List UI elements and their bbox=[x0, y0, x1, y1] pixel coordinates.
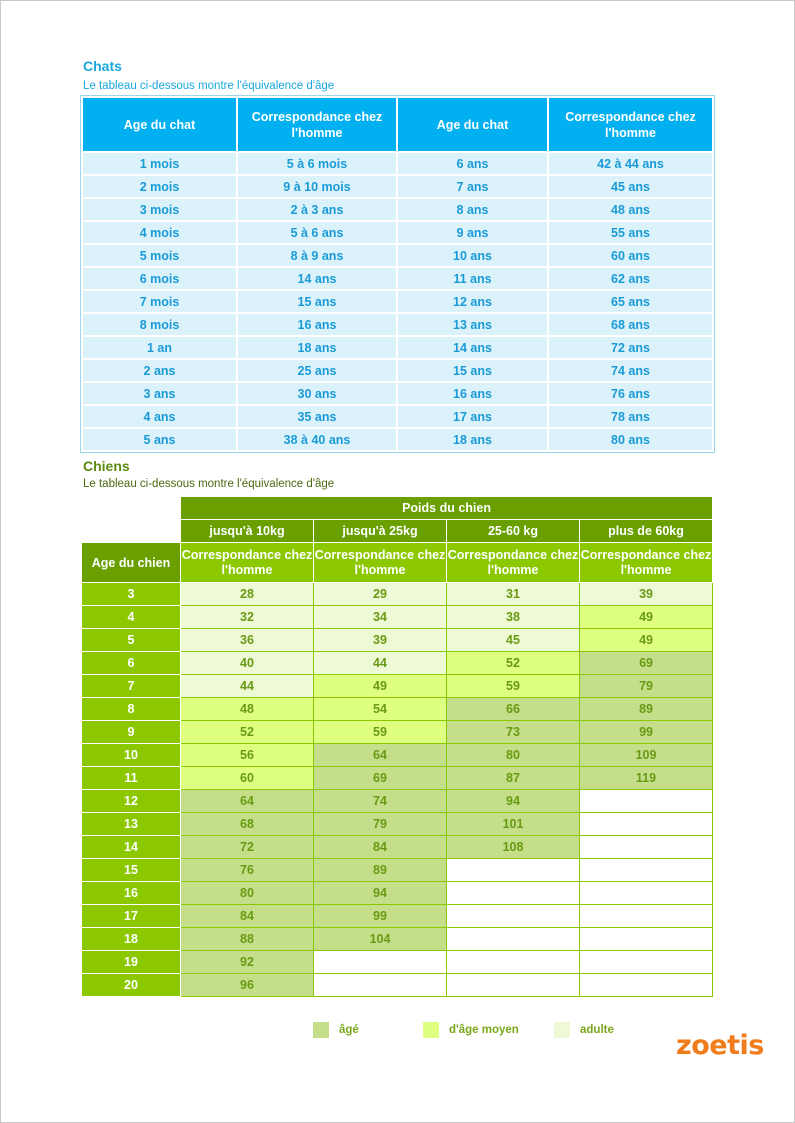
table-row bbox=[82, 675, 713, 698]
human-age-cell: 40 bbox=[181, 652, 314, 675]
dog-age-cell: 20 bbox=[82, 974, 181, 997]
table-cell: 4 ans bbox=[82, 405, 237, 428]
table-row bbox=[82, 652, 713, 675]
human-age-cell: 88 bbox=[181, 928, 314, 951]
table-row bbox=[82, 698, 713, 721]
human-age-cell: 101 bbox=[447, 813, 580, 836]
human-age-cell: 48 bbox=[181, 698, 314, 721]
cats-table-body bbox=[82, 152, 713, 451]
human-age-cell: 87 bbox=[447, 767, 580, 790]
human-age-cell: 59 bbox=[314, 721, 447, 744]
table-cell: 7 ans bbox=[397, 175, 548, 198]
table-cell: 80 ans bbox=[548, 428, 713, 451]
table-cell: 35 ans bbox=[237, 405, 397, 428]
dog-age-cell: 19 bbox=[82, 951, 181, 974]
human-age-cell: 34 bbox=[314, 606, 447, 629]
human-age-cell: 69 bbox=[580, 652, 713, 675]
dog-age-cell: 3 bbox=[82, 583, 181, 606]
human-age-cell: 59 bbox=[447, 675, 580, 698]
table-cell: 78 ans bbox=[548, 405, 713, 428]
human-age-cell bbox=[580, 813, 713, 836]
dogs-correspondence-header: Correspondance chez l'homme bbox=[580, 543, 713, 583]
table-cell: 3 ans bbox=[82, 382, 237, 405]
dogs-section-subtitle: Le tableau ci-dessous montre l'équivalence d'âge bbox=[83, 478, 335, 490]
table-cell: 45 ans bbox=[548, 175, 713, 198]
human-age-cell: 79 bbox=[580, 675, 713, 698]
dogs-correspondence-header: Correspondance chez l'homme bbox=[314, 543, 447, 583]
table-cell: 7 mois bbox=[82, 290, 237, 313]
dogs-table-body bbox=[82, 583, 713, 997]
table-cell: 8 à 9 ans bbox=[237, 244, 397, 267]
dog-age-cell: 9 bbox=[82, 721, 181, 744]
table-cell: 55 ans bbox=[548, 221, 713, 244]
human-age-cell: 89 bbox=[580, 698, 713, 721]
dog-age-cell: 7 bbox=[82, 675, 181, 698]
dog-age-cell: 8 bbox=[82, 698, 181, 721]
table-cell: 6 mois bbox=[82, 267, 237, 290]
cats-header-correspondence: Correspondance chez l'homme bbox=[548, 97, 713, 152]
human-age-cell: 32 bbox=[181, 606, 314, 629]
table-row bbox=[82, 974, 713, 997]
human-age-cell: 69 bbox=[314, 767, 447, 790]
human-age-cell bbox=[580, 859, 713, 882]
human-age-cell: 79 bbox=[314, 813, 447, 836]
table-row bbox=[82, 244, 713, 267]
table-cell: 15 ans bbox=[397, 359, 548, 382]
human-age-cell: 89 bbox=[314, 859, 447, 882]
table-cell: 76 ans bbox=[548, 382, 713, 405]
table-row bbox=[82, 721, 713, 744]
human-age-cell: 66 bbox=[447, 698, 580, 721]
human-age-cell: 96 bbox=[181, 974, 314, 997]
dogs-age-table bbox=[81, 496, 713, 997]
human-age-cell: 64 bbox=[181, 790, 314, 813]
human-age-cell: 104 bbox=[314, 928, 447, 951]
table-cell: 72 ans bbox=[548, 336, 713, 359]
human-age-cell bbox=[447, 974, 580, 997]
human-age-cell: 29 bbox=[314, 583, 447, 606]
dogs-correspondence-header: Correspondance chez l'homme bbox=[447, 543, 580, 583]
table-row bbox=[82, 152, 713, 175]
legend-item-adult bbox=[554, 1022, 614, 1038]
table-cell: 8 mois bbox=[82, 313, 237, 336]
table-row bbox=[82, 882, 713, 905]
dog-age-cell: 13 bbox=[82, 813, 181, 836]
table-row bbox=[82, 836, 713, 859]
table-row bbox=[82, 382, 713, 405]
table-corner-blank bbox=[82, 497, 181, 543]
table-cell: 9 à 10 mois bbox=[237, 175, 397, 198]
dog-age-cell: 18 bbox=[82, 928, 181, 951]
human-age-cell bbox=[580, 790, 713, 813]
table-cell: 5 ans bbox=[82, 428, 237, 451]
legend-swatch-old bbox=[313, 1022, 329, 1038]
human-age-cell: 80 bbox=[447, 744, 580, 767]
dog-age-cell: 10 bbox=[82, 744, 181, 767]
table-cell: 11 ans bbox=[397, 267, 548, 290]
table-cell: 15 ans bbox=[237, 290, 397, 313]
table-row bbox=[82, 951, 713, 974]
dogs-correspondence-header: Correspondance chez l'homme bbox=[181, 543, 314, 583]
legend-label-adult: adulte bbox=[580, 1024, 614, 1036]
cats-header-age: Age du chat bbox=[82, 97, 237, 152]
dog-age-cell: 11 bbox=[82, 767, 181, 790]
dogs-weight-class: 25-60 kg bbox=[447, 520, 580, 543]
table-cell: 18 ans bbox=[237, 336, 397, 359]
human-age-cell: 38 bbox=[447, 606, 580, 629]
dog-age-cell: 15 bbox=[82, 859, 181, 882]
human-age-cell: 56 bbox=[181, 744, 314, 767]
cats-header-correspondence: Correspondance chez l'homme bbox=[237, 97, 397, 152]
human-age-cell bbox=[580, 882, 713, 905]
table-cell: 9 ans bbox=[397, 221, 548, 244]
human-age-cell: 36 bbox=[181, 629, 314, 652]
dogs-weight-header: Poids du chien bbox=[181, 497, 713, 520]
human-age-cell: 84 bbox=[314, 836, 447, 859]
human-age-cell bbox=[580, 974, 713, 997]
human-age-cell: 31 bbox=[447, 583, 580, 606]
table-row bbox=[82, 267, 713, 290]
human-age-cell: 39 bbox=[580, 583, 713, 606]
table-cell: 18 ans bbox=[397, 428, 548, 451]
dogs-weight-class: plus de 60kg bbox=[580, 520, 713, 543]
human-age-cell: 94 bbox=[447, 790, 580, 813]
human-age-cell: 99 bbox=[314, 905, 447, 928]
legend-item-old bbox=[313, 1022, 359, 1038]
human-age-cell: 60 bbox=[181, 767, 314, 790]
human-age-cell: 72 bbox=[181, 836, 314, 859]
human-age-cell: 64 bbox=[314, 744, 447, 767]
dog-age-cell: 5 bbox=[82, 629, 181, 652]
table-row bbox=[82, 629, 713, 652]
dog-age-cell: 16 bbox=[82, 882, 181, 905]
table-row bbox=[82, 905, 713, 928]
human-age-cell bbox=[447, 859, 580, 882]
dogs-age-header: Age du chien bbox=[82, 543, 181, 583]
table-row bbox=[82, 313, 713, 336]
human-age-cell: 84 bbox=[181, 905, 314, 928]
table-row bbox=[82, 428, 713, 451]
table-row bbox=[82, 790, 713, 813]
table-cell: 16 ans bbox=[237, 313, 397, 336]
human-age-cell bbox=[580, 836, 713, 859]
human-age-cell: 54 bbox=[314, 698, 447, 721]
human-age-cell: 68 bbox=[181, 813, 314, 836]
table-cell: 13 ans bbox=[397, 313, 548, 336]
human-age-cell: 119 bbox=[580, 767, 713, 790]
human-age-cell: 44 bbox=[181, 675, 314, 698]
human-age-cell: 45 bbox=[447, 629, 580, 652]
human-age-cell: 52 bbox=[181, 721, 314, 744]
human-age-cell: 76 bbox=[181, 859, 314, 882]
human-age-cell bbox=[580, 905, 713, 928]
human-age-cell: 74 bbox=[314, 790, 447, 813]
table-row bbox=[82, 198, 713, 221]
legend-swatch-adult bbox=[554, 1022, 570, 1038]
table-cell: 65 ans bbox=[548, 290, 713, 313]
human-age-cell bbox=[580, 928, 713, 951]
human-age-cell: 73 bbox=[447, 721, 580, 744]
table-cell: 3 mois bbox=[82, 198, 237, 221]
table-row bbox=[82, 175, 713, 198]
dogs-section-title: Chiens bbox=[83, 458, 130, 474]
table-cell: 1 an bbox=[82, 336, 237, 359]
table-cell: 14 ans bbox=[237, 267, 397, 290]
table-row bbox=[82, 336, 713, 359]
table-cell: 2 ans bbox=[82, 359, 237, 382]
human-age-cell: 39 bbox=[314, 629, 447, 652]
cats-age-table bbox=[81, 96, 714, 452]
cats-section-title: Chats bbox=[83, 58, 122, 74]
cats-section-subtitle: Le tableau ci-dessous montre l'équivalence d'âge bbox=[83, 80, 335, 92]
zoetis-logo: zoetis bbox=[676, 1030, 764, 1061]
table-cell: 25 ans bbox=[237, 359, 397, 382]
legend-swatch-middle-aged bbox=[423, 1022, 439, 1038]
table-row bbox=[82, 290, 713, 313]
human-age-cell: 109 bbox=[580, 744, 713, 767]
table-cell: 38 à 40 ans bbox=[237, 428, 397, 451]
human-age-cell: 49 bbox=[580, 629, 713, 652]
table-cell: 1 mois bbox=[82, 152, 237, 175]
table-row bbox=[82, 813, 713, 836]
human-age-cell: 92 bbox=[181, 951, 314, 974]
table-cell: 48 ans bbox=[548, 198, 713, 221]
human-age-cell bbox=[580, 951, 713, 974]
dog-age-cell: 12 bbox=[82, 790, 181, 813]
dog-age-cell: 17 bbox=[82, 905, 181, 928]
dog-age-cell: 14 bbox=[82, 836, 181, 859]
table-cell: 5 à 6 mois bbox=[237, 152, 397, 175]
table-row bbox=[82, 606, 713, 629]
table-row bbox=[82, 744, 713, 767]
table-row bbox=[82, 583, 713, 606]
table-cell: 60 ans bbox=[548, 244, 713, 267]
table-cell: 5 à 6 ans bbox=[237, 221, 397, 244]
table-cell: 2 mois bbox=[82, 175, 237, 198]
table-cell: 5 mois bbox=[82, 244, 237, 267]
human-age-cell: 108 bbox=[447, 836, 580, 859]
human-age-cell bbox=[447, 951, 580, 974]
dog-age-cell: 6 bbox=[82, 652, 181, 675]
table-cell: 14 ans bbox=[397, 336, 548, 359]
table-cell: 12 ans bbox=[397, 290, 548, 313]
table-cell: 62 ans bbox=[548, 267, 713, 290]
table-cell: 8 ans bbox=[397, 198, 548, 221]
human-age-cell: 28 bbox=[181, 583, 314, 606]
human-age-cell: 52 bbox=[447, 652, 580, 675]
table-row bbox=[82, 767, 713, 790]
table-cell: 30 ans bbox=[237, 382, 397, 405]
dogs-weight-class: jusqu'à 25kg bbox=[314, 520, 447, 543]
legend-label-old: âgé bbox=[339, 1024, 359, 1036]
human-age-cell bbox=[314, 974, 447, 997]
table-cell: 42 à 44 ans bbox=[548, 152, 713, 175]
human-age-cell bbox=[447, 905, 580, 928]
cats-header-age: Age du chat bbox=[397, 97, 548, 152]
table-row bbox=[82, 221, 713, 244]
dog-age-cell: 4 bbox=[82, 606, 181, 629]
table-cell: 16 ans bbox=[397, 382, 548, 405]
human-age-cell bbox=[314, 951, 447, 974]
dogs-weight-class: jusqu'à 10kg bbox=[181, 520, 314, 543]
table-cell: 4 mois bbox=[82, 221, 237, 244]
human-age-cell: 99 bbox=[580, 721, 713, 744]
table-row bbox=[82, 928, 713, 951]
table-cell: 2 à 3 ans bbox=[237, 198, 397, 221]
human-age-cell bbox=[447, 928, 580, 951]
table-cell: 17 ans bbox=[397, 405, 548, 428]
legend-label-middle-aged: d'âge moyen bbox=[449, 1024, 519, 1036]
table-cell: 6 ans bbox=[397, 152, 548, 175]
table-row bbox=[82, 859, 713, 882]
human-age-cell: 94 bbox=[314, 882, 447, 905]
table-cell: 10 ans bbox=[397, 244, 548, 267]
human-age-cell: 49 bbox=[314, 675, 447, 698]
human-age-cell bbox=[447, 882, 580, 905]
table-cell: 68 ans bbox=[548, 313, 713, 336]
legend-item-middle-aged bbox=[423, 1022, 519, 1038]
human-age-cell: 49 bbox=[580, 606, 713, 629]
human-age-cell: 80 bbox=[181, 882, 314, 905]
human-age-cell: 44 bbox=[314, 652, 447, 675]
table-row bbox=[82, 405, 713, 428]
table-cell: 74 ans bbox=[548, 359, 713, 382]
table-row bbox=[82, 359, 713, 382]
